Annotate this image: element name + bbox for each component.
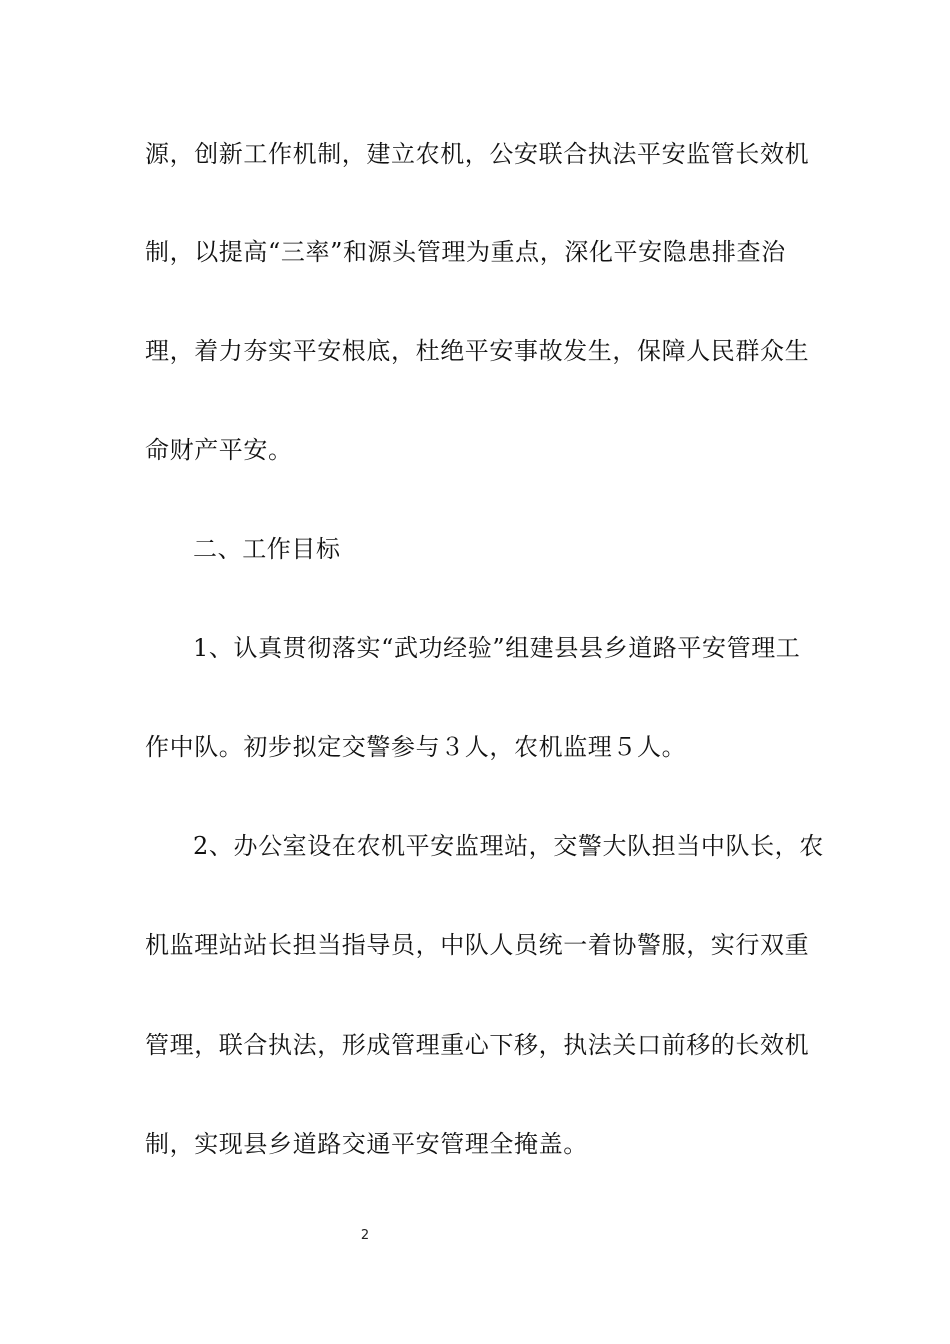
page-number: 2 <box>360 1228 370 1243</box>
item-2-line-4: 制，实现县乡道路交通平安管理全掩盖。 <box>145 1130 588 1158</box>
paragraph-1-line-4: 命财产平安。 <box>145 436 293 464</box>
item-2-line-1: 2、办公室设在农机平安监理站，交警大队担当中队长，农 <box>193 832 824 860</box>
item-2-line-2: 机监理站站长担当指导员，中队人员统一着协警服，实行双重 <box>145 931 810 959</box>
paragraph-1-line-3: 理，着力夯实平安根底，杜绝平安事故发生，保障人民群众生 <box>145 337 810 365</box>
item-1-line-2: 作中队。初步拟定交警参与３人，农机监理５人。 <box>145 733 687 761</box>
section-heading-work-goals: 二、工作目标 <box>193 535 341 563</box>
paragraph-1-line-1: 源，创新工作机制，建立农机，公安联合执法平安监管长效机 <box>145 140 810 168</box>
item-1-line-1: 1、认真贯彻落实“武功经验”组建县县乡道路平安管理工 <box>193 634 801 662</box>
paragraph-1-line-2: 制，以提高“三率”和源头管理为重点，深化平安隐患排查治 <box>145 238 786 266</box>
item-2-line-3: 管理，联合执法，形成管理重心下移，执法关口前移的长效机 <box>145 1031 810 1059</box>
